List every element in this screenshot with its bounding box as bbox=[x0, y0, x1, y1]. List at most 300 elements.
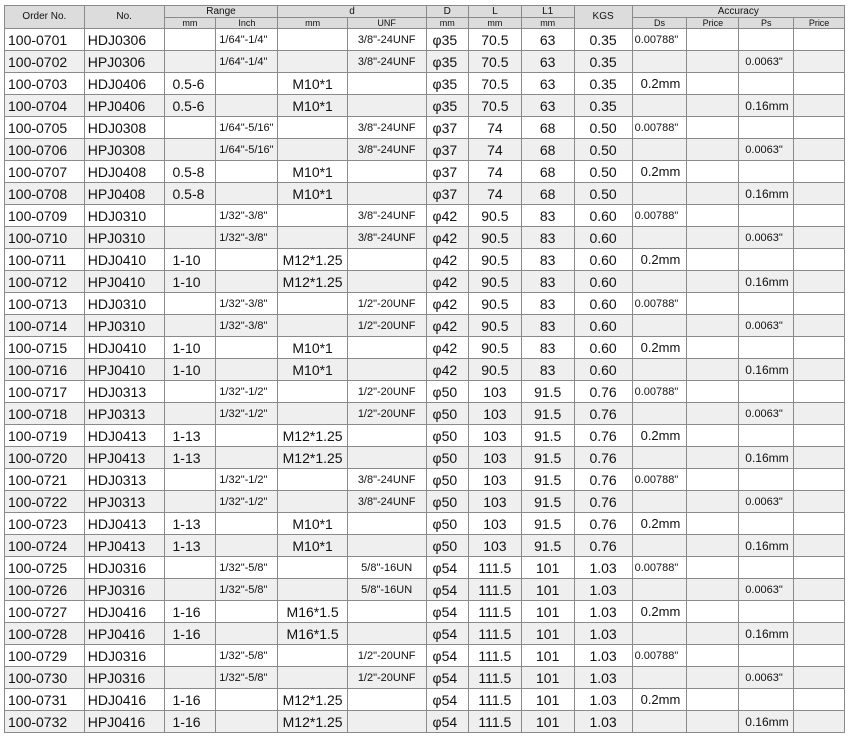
cell-D: φ42 bbox=[426, 293, 468, 315]
cell-d-mm: M10*1 bbox=[278, 513, 347, 535]
cell-ps: 0.0063" bbox=[739, 403, 794, 425]
cell-ps: 0.16mm bbox=[739, 623, 794, 645]
cell-D: φ50 bbox=[426, 469, 468, 491]
table-row bbox=[5, 623, 845, 645]
cell-order-no: 100-0714 bbox=[5, 315, 85, 337]
cell-L: 103 bbox=[468, 535, 521, 557]
cell-range-inch: 1/32"-3/8" bbox=[216, 205, 278, 227]
cell-price-2 bbox=[794, 249, 845, 271]
header-ds: Ds bbox=[632, 18, 687, 29]
cell-d-unf: 1/2"-20UNF bbox=[347, 667, 426, 689]
cell-D: φ35 bbox=[426, 51, 468, 73]
cell-d-unf bbox=[347, 623, 426, 645]
cell-range-inch bbox=[216, 447, 278, 469]
cell-price-2 bbox=[794, 689, 845, 711]
cell-d-mm: M12*1.25 bbox=[278, 711, 347, 733]
cell-range-mm: 1-13 bbox=[164, 447, 216, 469]
cell-range-inch bbox=[216, 271, 278, 293]
cell-d-unf bbox=[347, 711, 426, 733]
cell-L: 90.5 bbox=[468, 315, 521, 337]
cell-L: 90.5 bbox=[468, 359, 521, 381]
cell-price-1 bbox=[687, 315, 739, 337]
cell-no: HDJ0308 bbox=[84, 117, 164, 139]
cell-ds: 0.00788" bbox=[632, 645, 687, 667]
cell-no: HPJ0416 bbox=[84, 623, 164, 645]
cell-price-2 bbox=[794, 271, 845, 293]
table-row bbox=[5, 579, 845, 601]
cell-order-no: 100-0729 bbox=[5, 645, 85, 667]
cell-kgs: 1.03 bbox=[574, 645, 632, 667]
cell-d-unf: 1/2"-20UNF bbox=[347, 293, 426, 315]
cell-no: HPJ0313 bbox=[84, 403, 164, 425]
cell-range-mm bbox=[164, 579, 216, 601]
cell-price-2 bbox=[794, 381, 845, 403]
cell-L1: 83 bbox=[521, 271, 574, 293]
header-price-1: Price bbox=[687, 18, 739, 29]
cell-ps: 0.16mm bbox=[739, 359, 794, 381]
cell-order-no: 100-0704 bbox=[5, 95, 85, 117]
cell-price-1 bbox=[687, 205, 739, 227]
cell-price-1 bbox=[687, 689, 739, 711]
cell-d-mm: M10*1 bbox=[278, 95, 347, 117]
cell-d-mm: M12*1.25 bbox=[278, 689, 347, 711]
cell-range-inch: 1/32"-5/8" bbox=[216, 557, 278, 579]
cell-price-2 bbox=[794, 117, 845, 139]
cell-d-unf: 3/8"-24UNF bbox=[347, 491, 426, 513]
cell-L: 111.5 bbox=[468, 557, 521, 579]
header-L1: L1 bbox=[521, 6, 574, 18]
cell-d-unf bbox=[347, 601, 426, 623]
cell-d-mm bbox=[278, 403, 347, 425]
spec-table bbox=[4, 5, 845, 733]
cell-d-unf bbox=[347, 447, 426, 469]
cell-price-2 bbox=[794, 469, 845, 491]
cell-L1: 63 bbox=[521, 51, 574, 73]
cell-ps bbox=[739, 689, 794, 711]
table-row bbox=[5, 381, 845, 403]
cell-range-mm bbox=[164, 51, 216, 73]
cell-range-inch bbox=[216, 711, 278, 733]
cell-d-unf: 3/8"-24UNF bbox=[347, 117, 426, 139]
cell-ps: 0.0063" bbox=[739, 579, 794, 601]
cell-L: 90.5 bbox=[468, 249, 521, 271]
cell-d-mm bbox=[278, 293, 347, 315]
cell-kgs: 0.76 bbox=[574, 469, 632, 491]
cell-no: HDJ0313 bbox=[84, 469, 164, 491]
cell-range-mm bbox=[164, 117, 216, 139]
cell-price-1 bbox=[687, 447, 739, 469]
cell-d-unf: 5/8"-16UN bbox=[347, 557, 426, 579]
cell-range-inch: 1/32"-5/8" bbox=[216, 645, 278, 667]
cell-d-mm bbox=[278, 645, 347, 667]
cell-price-2 bbox=[794, 73, 845, 95]
cell-L: 90.5 bbox=[468, 293, 521, 315]
cell-D: φ35 bbox=[426, 95, 468, 117]
cell-D: φ54 bbox=[426, 689, 468, 711]
cell-price-1 bbox=[687, 381, 739, 403]
cell-no: HPJ0408 bbox=[84, 183, 164, 205]
cell-range-mm bbox=[164, 557, 216, 579]
cell-D: φ42 bbox=[426, 249, 468, 271]
cell-range-inch bbox=[216, 161, 278, 183]
cell-price-2 bbox=[794, 51, 845, 73]
cell-ps bbox=[739, 381, 794, 403]
cell-L: 103 bbox=[468, 447, 521, 469]
cell-price-2 bbox=[794, 601, 845, 623]
cell-L: 90.5 bbox=[468, 205, 521, 227]
cell-range-inch bbox=[216, 623, 278, 645]
cell-price-1 bbox=[687, 183, 739, 205]
table-row bbox=[5, 667, 845, 689]
cell-D: φ50 bbox=[426, 491, 468, 513]
table-row bbox=[5, 227, 845, 249]
cell-no: HDJ0413 bbox=[84, 513, 164, 535]
cell-order-no: 100-0721 bbox=[5, 469, 85, 491]
header-price-2: Price bbox=[794, 18, 845, 29]
cell-d-unf bbox=[347, 535, 426, 557]
cell-L1: 63 bbox=[521, 95, 574, 117]
table-row bbox=[5, 271, 845, 293]
cell-range-mm: 1-16 bbox=[164, 601, 216, 623]
cell-d-unf bbox=[347, 359, 426, 381]
cell-D: φ37 bbox=[426, 161, 468, 183]
cell-L: 103 bbox=[468, 381, 521, 403]
cell-order-no: 100-0707 bbox=[5, 161, 85, 183]
cell-price-1 bbox=[687, 73, 739, 95]
cell-range-mm: 1-10 bbox=[164, 249, 216, 271]
cell-price-1 bbox=[687, 425, 739, 447]
header-L: L bbox=[468, 6, 521, 18]
cell-range-mm bbox=[164, 469, 216, 491]
cell-L1: 101 bbox=[521, 645, 574, 667]
cell-D: φ54 bbox=[426, 579, 468, 601]
cell-L: 74 bbox=[468, 139, 521, 161]
cell-d-mm bbox=[278, 227, 347, 249]
cell-kgs: 0.60 bbox=[574, 359, 632, 381]
cell-d-unf: 3/8"-24UNF bbox=[347, 205, 426, 227]
header-range: Range bbox=[164, 6, 278, 18]
cell-d-unf bbox=[347, 249, 426, 271]
cell-price-1 bbox=[687, 95, 739, 117]
cell-price-2 bbox=[794, 29, 845, 51]
cell-range-inch: 1/32"-1/2" bbox=[216, 381, 278, 403]
cell-price-2 bbox=[794, 535, 845, 557]
cell-order-no: 100-0726 bbox=[5, 579, 85, 601]
cell-price-2 bbox=[794, 161, 845, 183]
cell-range-mm bbox=[164, 139, 216, 161]
cell-price-1 bbox=[687, 623, 739, 645]
cell-L1: 83 bbox=[521, 293, 574, 315]
cell-L1: 91.5 bbox=[521, 535, 574, 557]
cell-L: 103 bbox=[468, 513, 521, 535]
cell-no: HPJ0316 bbox=[84, 579, 164, 601]
cell-order-no: 100-0703 bbox=[5, 73, 85, 95]
table-row bbox=[5, 447, 845, 469]
cell-L1: 101 bbox=[521, 689, 574, 711]
cell-range-inch bbox=[216, 601, 278, 623]
cell-d-mm: M10*1 bbox=[278, 161, 347, 183]
cell-range-inch: 1/32"-5/8" bbox=[216, 579, 278, 601]
cell-D: φ54 bbox=[426, 623, 468, 645]
cell-ds: 0.2mm bbox=[632, 73, 687, 95]
cell-no: HDJ0316 bbox=[84, 557, 164, 579]
cell-price-1 bbox=[687, 271, 739, 293]
cell-kgs: 0.35 bbox=[574, 29, 632, 51]
cell-range-mm bbox=[164, 645, 216, 667]
cell-price-1 bbox=[687, 161, 739, 183]
cell-d-mm bbox=[278, 667, 347, 689]
cell-d-mm: M10*1 bbox=[278, 183, 347, 205]
cell-price-1 bbox=[687, 139, 739, 161]
cell-range-inch: 1/64"-1/4" bbox=[216, 29, 278, 51]
cell-d-mm bbox=[278, 579, 347, 601]
cell-no: HPJ0310 bbox=[84, 227, 164, 249]
cell-d-mm: M12*1.25 bbox=[278, 271, 347, 293]
table-row bbox=[5, 51, 845, 73]
cell-no: HDJ0406 bbox=[84, 73, 164, 95]
cell-price-1 bbox=[687, 337, 739, 359]
cell-L: 111.5 bbox=[468, 667, 521, 689]
cell-order-no: 100-0720 bbox=[5, 447, 85, 469]
cell-L1: 101 bbox=[521, 667, 574, 689]
cell-price-2 bbox=[794, 447, 845, 469]
cell-range-inch bbox=[216, 535, 278, 557]
header-D-unit: mm bbox=[426, 18, 468, 29]
cell-range-inch bbox=[216, 513, 278, 535]
cell-price-1 bbox=[687, 535, 739, 557]
cell-L: 74 bbox=[468, 161, 521, 183]
header-accuracy: Accuracy bbox=[632, 6, 844, 18]
cell-range-mm bbox=[164, 29, 216, 51]
cell-D: φ42 bbox=[426, 315, 468, 337]
cell-ds: 0.00788" bbox=[632, 557, 687, 579]
cell-range-mm bbox=[164, 205, 216, 227]
cell-order-no: 100-0719 bbox=[5, 425, 85, 447]
cell-ds bbox=[632, 139, 687, 161]
cell-price-1 bbox=[687, 469, 739, 491]
table-row bbox=[5, 425, 845, 447]
table-row bbox=[5, 183, 845, 205]
cell-ps: 0.0063" bbox=[739, 491, 794, 513]
cell-D: φ42 bbox=[426, 227, 468, 249]
table-row bbox=[5, 29, 845, 51]
cell-ps: 0.16mm bbox=[739, 183, 794, 205]
cell-ps: 0.0063" bbox=[739, 51, 794, 73]
cell-d-unf: 1/2"-20UNF bbox=[347, 403, 426, 425]
cell-no: HDJ0410 bbox=[84, 337, 164, 359]
header-range-inch: Inch bbox=[216, 18, 278, 29]
cell-range-mm bbox=[164, 293, 216, 315]
cell-ds: 0.2mm bbox=[632, 689, 687, 711]
cell-no: HPJ0413 bbox=[84, 535, 164, 557]
cell-order-no: 100-0730 bbox=[5, 667, 85, 689]
cell-ps bbox=[739, 469, 794, 491]
cell-D: φ50 bbox=[426, 381, 468, 403]
cell-range-inch: 1/64"-5/16" bbox=[216, 117, 278, 139]
cell-price-2 bbox=[794, 579, 845, 601]
cell-range-inch bbox=[216, 183, 278, 205]
cell-L1: 91.5 bbox=[521, 381, 574, 403]
cell-D: φ35 bbox=[426, 73, 468, 95]
cell-kgs: 0.76 bbox=[574, 381, 632, 403]
table-row bbox=[5, 689, 845, 711]
cell-L: 111.5 bbox=[468, 601, 521, 623]
table-row bbox=[5, 359, 845, 381]
cell-price-1 bbox=[687, 29, 739, 51]
cell-d-mm bbox=[278, 139, 347, 161]
cell-L: 111.5 bbox=[468, 623, 521, 645]
cell-L: 90.5 bbox=[468, 227, 521, 249]
cell-ds bbox=[632, 535, 687, 557]
cell-kgs: 0.76 bbox=[574, 447, 632, 469]
cell-range-mm bbox=[164, 227, 216, 249]
cell-price-1 bbox=[687, 359, 739, 381]
cell-no: HPJ0316 bbox=[84, 667, 164, 689]
cell-ps bbox=[739, 205, 794, 227]
cell-d-mm: M10*1 bbox=[278, 359, 347, 381]
cell-no: HDJ0316 bbox=[84, 645, 164, 667]
cell-kgs: 0.76 bbox=[574, 535, 632, 557]
cell-d-unf: 1/2"-20UNF bbox=[347, 381, 426, 403]
cell-d-mm bbox=[278, 29, 347, 51]
cell-kgs: 0.60 bbox=[574, 293, 632, 315]
cell-d-mm bbox=[278, 117, 347, 139]
cell-d-unf bbox=[347, 513, 426, 535]
cell-L1: 101 bbox=[521, 711, 574, 733]
cell-kgs: 0.35 bbox=[574, 51, 632, 73]
cell-ds bbox=[632, 271, 687, 293]
cell-order-no: 100-0713 bbox=[5, 293, 85, 315]
cell-ps bbox=[739, 425, 794, 447]
cell-d-mm: M16*1.5 bbox=[278, 623, 347, 645]
header-d: d bbox=[278, 6, 426, 18]
cell-ds: 0.00788" bbox=[632, 293, 687, 315]
cell-price-2 bbox=[794, 645, 845, 667]
cell-D: φ37 bbox=[426, 117, 468, 139]
cell-L1: 101 bbox=[521, 601, 574, 623]
table-row bbox=[5, 403, 845, 425]
cell-ps bbox=[739, 601, 794, 623]
table-row bbox=[5, 491, 845, 513]
cell-price-2 bbox=[794, 293, 845, 315]
cell-d-unf bbox=[347, 337, 426, 359]
cell-order-no: 100-0724 bbox=[5, 535, 85, 557]
cell-range-inch: 1/32"-5/8" bbox=[216, 667, 278, 689]
cell-price-2 bbox=[794, 557, 845, 579]
cell-range-mm: 0.5-6 bbox=[164, 73, 216, 95]
table-row bbox=[5, 249, 845, 271]
cell-price-2 bbox=[794, 623, 845, 645]
cell-kgs: 1.03 bbox=[574, 601, 632, 623]
cell-kgs: 0.76 bbox=[574, 403, 632, 425]
cell-ds: 0.00788" bbox=[632, 381, 687, 403]
cell-range-inch: 1/32"-3/8" bbox=[216, 227, 278, 249]
cell-ps: 0.16mm bbox=[739, 711, 794, 733]
cell-L1: 101 bbox=[521, 623, 574, 645]
cell-no: HPJ0410 bbox=[84, 359, 164, 381]
cell-ps: 0.16mm bbox=[739, 271, 794, 293]
cell-range-inch: 1/32"-3/8" bbox=[216, 293, 278, 315]
cell-range-inch: 1/64"-5/16" bbox=[216, 139, 278, 161]
cell-order-no: 100-0706 bbox=[5, 139, 85, 161]
cell-L1: 91.5 bbox=[521, 425, 574, 447]
cell-ds: 0.00788" bbox=[632, 469, 687, 491]
cell-d-mm bbox=[278, 51, 347, 73]
cell-order-no: 100-0732 bbox=[5, 711, 85, 733]
cell-price-1 bbox=[687, 579, 739, 601]
cell-L: 111.5 bbox=[468, 689, 521, 711]
cell-order-no: 100-0701 bbox=[5, 29, 85, 51]
cell-range-inch: 1/32"-1/2" bbox=[216, 403, 278, 425]
cell-ds: 0.00788" bbox=[632, 29, 687, 51]
cell-d-mm: M10*1 bbox=[278, 73, 347, 95]
cell-price-2 bbox=[794, 403, 845, 425]
cell-range-mm bbox=[164, 315, 216, 337]
cell-no: HPJ0313 bbox=[84, 491, 164, 513]
cell-d-unf bbox=[347, 271, 426, 293]
table-row bbox=[5, 645, 845, 667]
cell-L1: 68 bbox=[521, 183, 574, 205]
cell-no: HPJ0310 bbox=[84, 315, 164, 337]
cell-range-mm: 0.5-6 bbox=[164, 95, 216, 117]
cell-no: HPJ0308 bbox=[84, 139, 164, 161]
cell-kgs: 0.60 bbox=[574, 249, 632, 271]
cell-kgs: 1.03 bbox=[574, 667, 632, 689]
cell-L: 111.5 bbox=[468, 645, 521, 667]
cell-ds bbox=[632, 95, 687, 117]
cell-no: HPJ0306 bbox=[84, 51, 164, 73]
cell-L: 111.5 bbox=[468, 579, 521, 601]
cell-L1: 83 bbox=[521, 227, 574, 249]
table-row bbox=[5, 293, 845, 315]
cell-d-unf bbox=[347, 95, 426, 117]
cell-range-mm: 1-10 bbox=[164, 359, 216, 381]
cell-price-2 bbox=[794, 95, 845, 117]
cell-price-2 bbox=[794, 667, 845, 689]
cell-D: φ37 bbox=[426, 139, 468, 161]
cell-order-no: 100-0705 bbox=[5, 117, 85, 139]
header-no: No. bbox=[84, 6, 164, 29]
cell-ds: 0.2mm bbox=[632, 249, 687, 271]
cell-L1: 101 bbox=[521, 557, 574, 579]
cell-ds bbox=[632, 623, 687, 645]
cell-price-1 bbox=[687, 117, 739, 139]
cell-order-no: 100-0731 bbox=[5, 689, 85, 711]
cell-price-1 bbox=[687, 645, 739, 667]
cell-d-unf: 3/8"-24UNF bbox=[347, 29, 426, 51]
cell-range-mm bbox=[164, 381, 216, 403]
cell-D: φ42 bbox=[426, 271, 468, 293]
table-row bbox=[5, 139, 845, 161]
cell-D: φ54 bbox=[426, 601, 468, 623]
cell-order-no: 100-0711 bbox=[5, 249, 85, 271]
cell-d-mm bbox=[278, 557, 347, 579]
cell-kgs: 0.35 bbox=[574, 73, 632, 95]
cell-range-mm: 1-10 bbox=[164, 271, 216, 293]
cell-no: HDJ0408 bbox=[84, 161, 164, 183]
cell-price-2 bbox=[794, 183, 845, 205]
cell-price-1 bbox=[687, 667, 739, 689]
cell-kgs: 1.03 bbox=[574, 557, 632, 579]
cell-kgs: 0.76 bbox=[574, 513, 632, 535]
cell-no: HPJ0406 bbox=[84, 95, 164, 117]
cell-ds: 0.2mm bbox=[632, 161, 687, 183]
cell-D: φ54 bbox=[426, 667, 468, 689]
cell-kgs: 0.60 bbox=[574, 315, 632, 337]
cell-L1: 83 bbox=[521, 205, 574, 227]
cell-L1: 91.5 bbox=[521, 447, 574, 469]
cell-d-mm: M10*1 bbox=[278, 535, 347, 557]
